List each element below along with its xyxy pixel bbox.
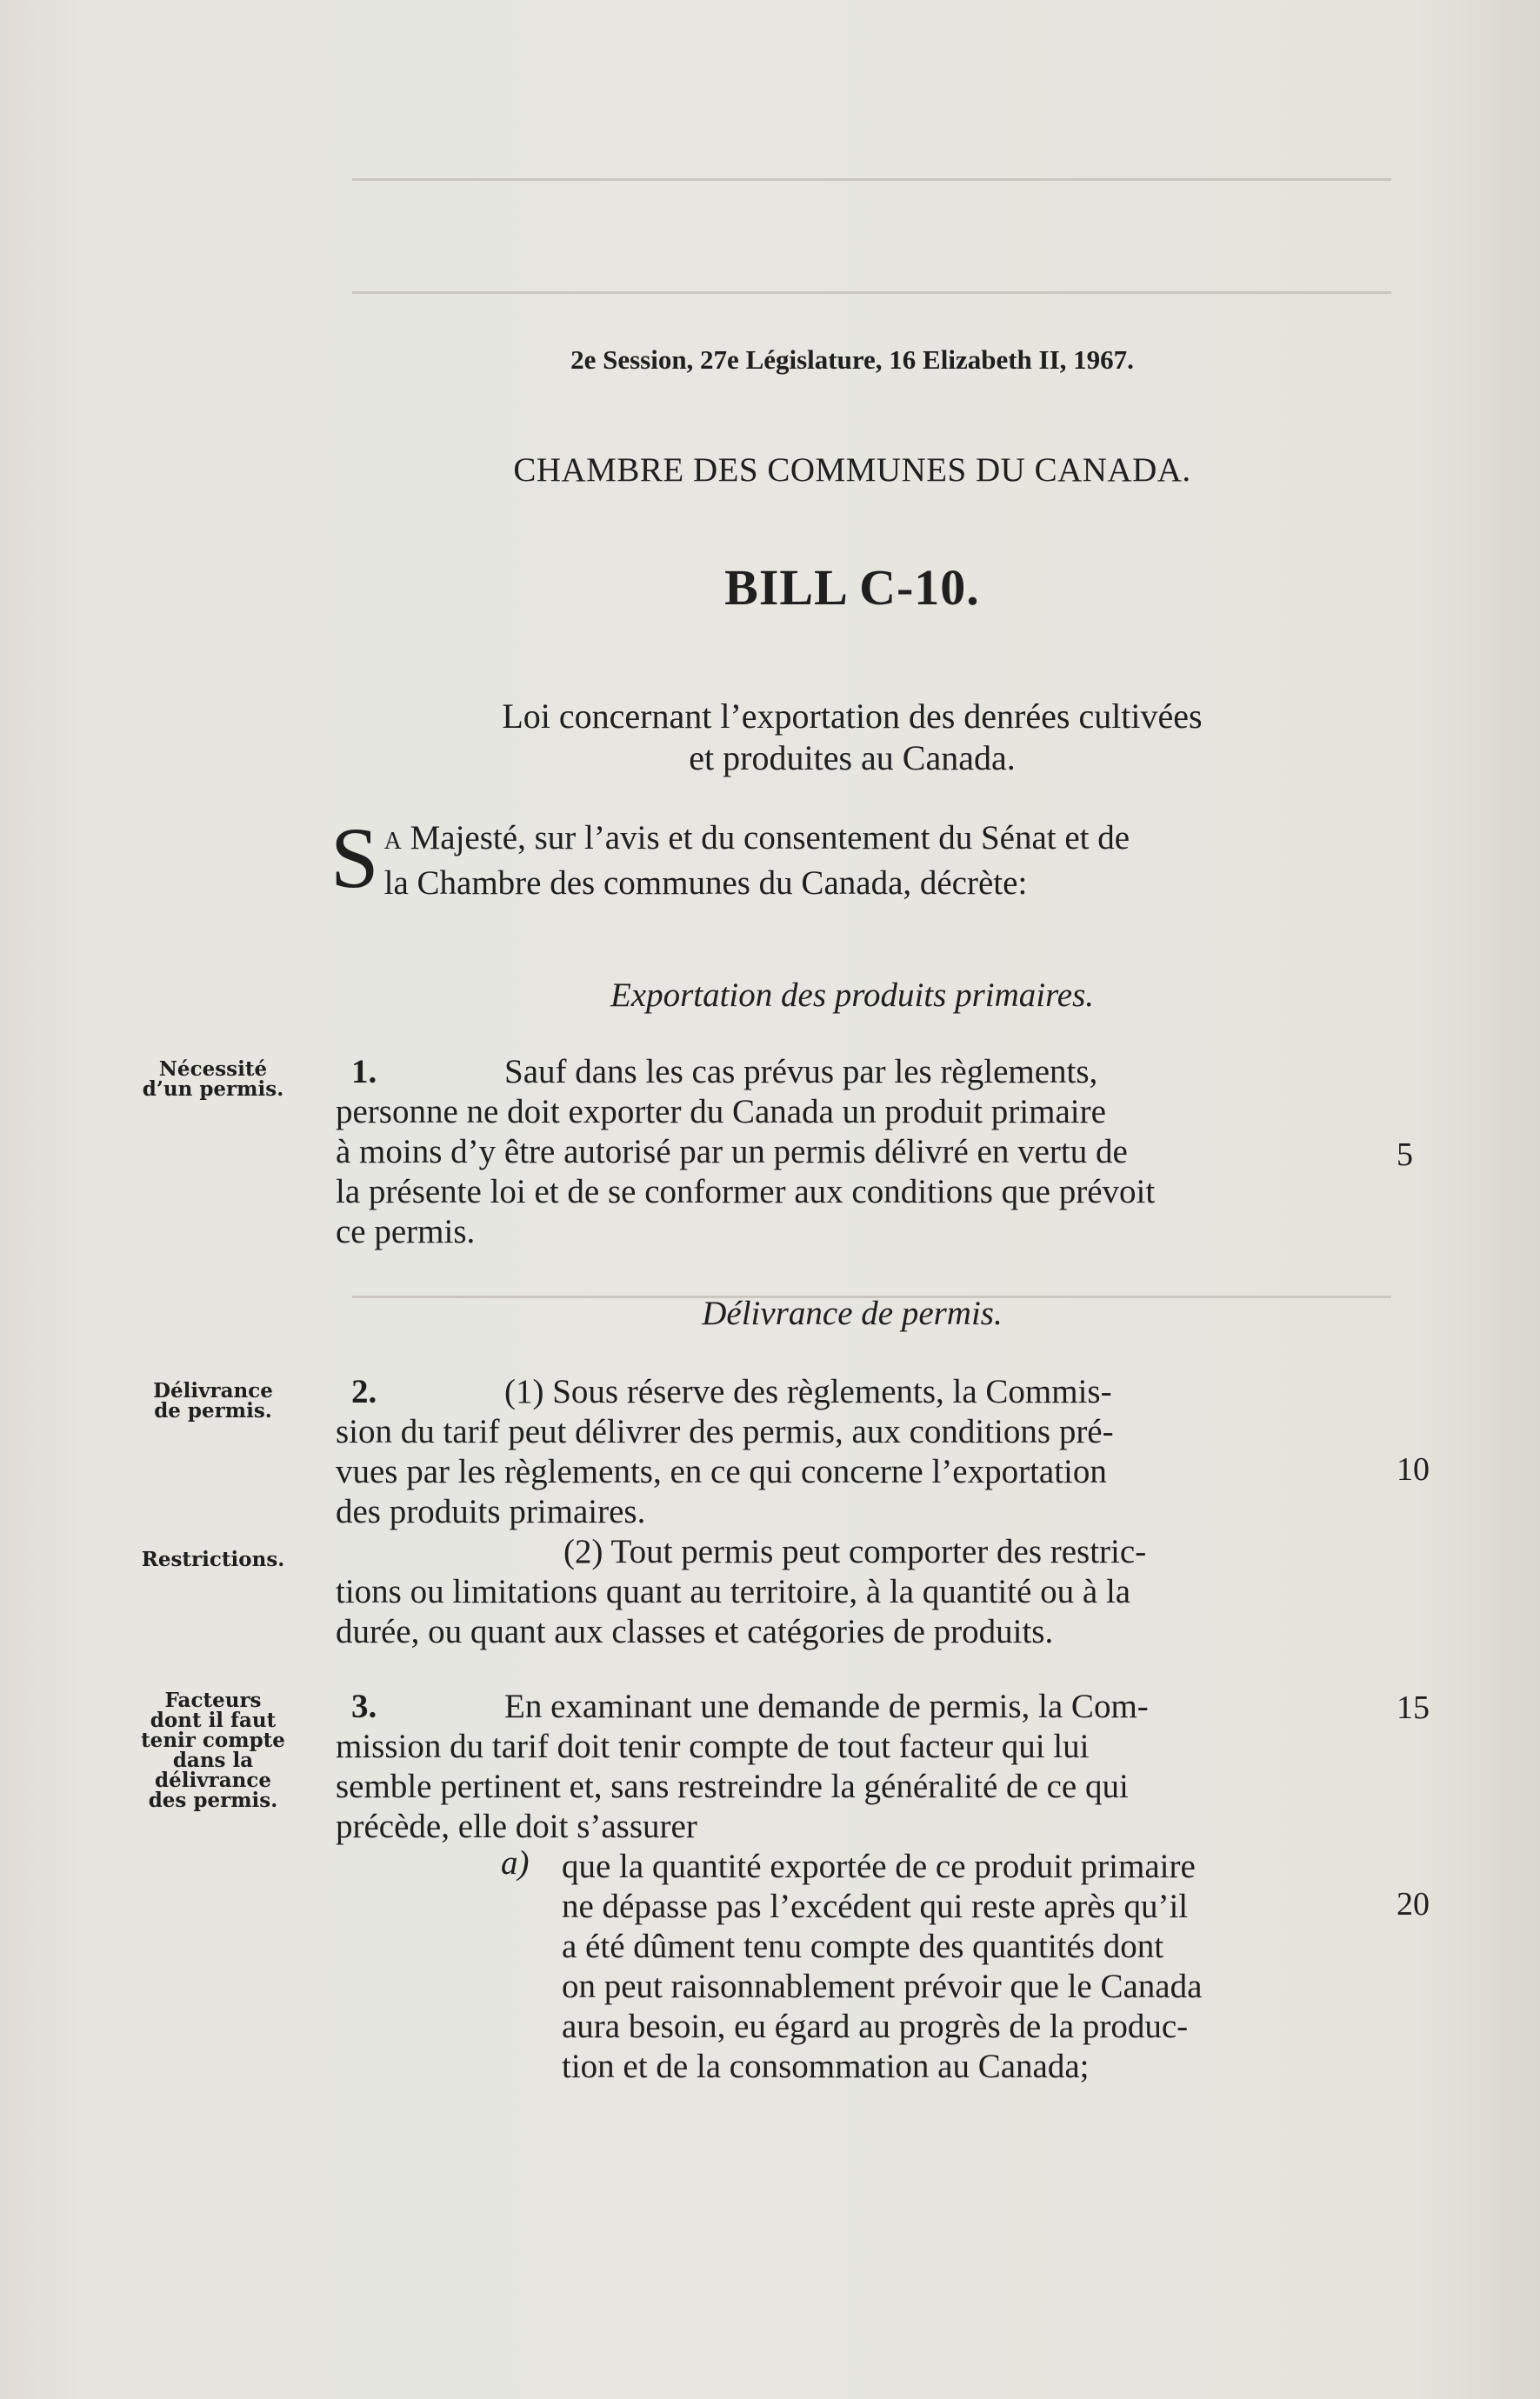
paragraph-text-line: a été dûment tenu compte des quantités dont (562, 1928, 1164, 1965)
marginal-note-section-3 (113, 1690, 313, 1810)
marginal-note-line: des permis. (148, 1789, 278, 1812)
line-number: 20 (1397, 1886, 1430, 1923)
marginal-note-line: Nécessité (158, 1057, 268, 1081)
bill-number: BILL C-10. (724, 559, 980, 616)
marginal-note-line: dans la (172, 1749, 254, 1772)
line-number: 5 (1397, 1136, 1413, 1173)
section-3 (336, 1687, 1379, 1847)
section-1 (336, 1052, 1379, 1252)
marginal-note-line: délivrance (155, 1769, 271, 1792)
section-text-line: personne ne doit exporter du Canada un produit primaire (336, 1093, 1106, 1130)
marginal-note-line: d’un permis. (142, 1077, 284, 1101)
enacting-line-1 (330, 817, 1374, 863)
marginal-note-line: dont il faut (150, 1709, 277, 1732)
section-text-line: ce permis. (336, 1213, 476, 1250)
marginal-note-restrictions (113, 1549, 313, 1569)
marginal-note-section-2 (113, 1381, 313, 1421)
section-number: 3. (351, 1688, 377, 1725)
marginal-note-line: de permis. (154, 1399, 272, 1423)
paragraph-text-line: que la quantité exportée de ce produit primaire (562, 1848, 1196, 1885)
bleed-through-rule (352, 291, 1391, 294)
heading-delivrance: Délivrance de permis. (702, 1295, 1003, 1332)
section-text-line: à moins d’y être autorisé par un permis délivré en vertu de (336, 1133, 1128, 1170)
paragraph-text-line: ne dépasse pas l’excédent qui reste après qu’il (562, 1888, 1189, 1925)
marginal-note-line: Facteurs (164, 1689, 262, 1712)
paragraph-text-line: on peut raisonnablement prévoir que le Canada (562, 1968, 1203, 2005)
marginal-note-line: Délivrance (153, 1379, 273, 1403)
chamber-title: CHAMBRE DES COMMUNES DU CANADA. (513, 451, 1191, 489)
bleed-through-rule (352, 178, 1391, 181)
heading-exportation: Exportation des produits primaires. (610, 976, 1095, 1014)
section-number: 2. (351, 1373, 377, 1410)
bill-title-line-2: et produites au Canada. (689, 738, 1016, 777)
paragraph-a (562, 1847, 1379, 2087)
section-text-line: sion du tarif peut délivrer des permis, aux conditions pré- (336, 1413, 1114, 1450)
section-text-line: semble pertinent et, sans restreindre la généralité de ce qui (336, 1768, 1129, 1805)
enacting-line-2: la Chambre des communes du Canada, décrète: (383, 864, 1028, 902)
enacting-text-1: Majesté, sur l’avis et du consentement du Sénat et de (401, 819, 1130, 856)
marginal-note-section-1 (113, 1059, 313, 1099)
section-2 (336, 1372, 1379, 1652)
paragraph-text-line: tion et de la consommation au Canada; (562, 2048, 1090, 2085)
section-text-line: précède, elle doit s’assurer (336, 1808, 697, 1845)
enacting-clause (330, 810, 1374, 906)
section-number: 1. (351, 1053, 377, 1090)
paragraph-text-line: aura besoin, eu égard au progrès de la produc- (562, 2008, 1189, 2045)
marginal-note-line: Restrictions. (141, 1548, 285, 1571)
bill-title-line-1: Loi concernant l’exportation des denrées cultivées (502, 696, 1203, 736)
small-caps-letter: A (383, 828, 402, 855)
section-text-line: mission du tarif doit tenir compte de tout facteur qui lui (336, 1728, 1090, 1765)
section-text-line: Sauf dans les cas prévus par les règlements, (504, 1053, 1098, 1090)
section-text-line: tions ou limitations quant au territoire, à la quantité ou à la (336, 1573, 1131, 1610)
section-text-line: En examinant une demande de permis, la Com- (504, 1688, 1149, 1725)
drop-cap: S (330, 810, 379, 906)
section-text-line: la présente loi et de se conformer aux conditions que prévoit (336, 1173, 1156, 1210)
paragraph-label: a) (501, 1844, 530, 1882)
marginal-note-line: tenir compte (141, 1729, 285, 1752)
line-number: 15 (1397, 1689, 1430, 1726)
session-line: 2e Session, 27e Législature, 16 Elizabeth II, 1967. (570, 344, 1134, 375)
section-text-line: vues par les règlements, en ce qui concerne l’exportation (336, 1453, 1107, 1490)
line-number: 10 (1397, 1451, 1430, 1488)
section-text-line: durée, ou quant aux classes et catégories de produits. (336, 1613, 1054, 1650)
section-text-line: (1) Sous réserve des règlements, la Commis- (504, 1373, 1112, 1410)
section-text-line: (2) Tout permis peut comporter des restric- (563, 1533, 1147, 1570)
section-text-line: des produits primaires. (336, 1493, 646, 1530)
